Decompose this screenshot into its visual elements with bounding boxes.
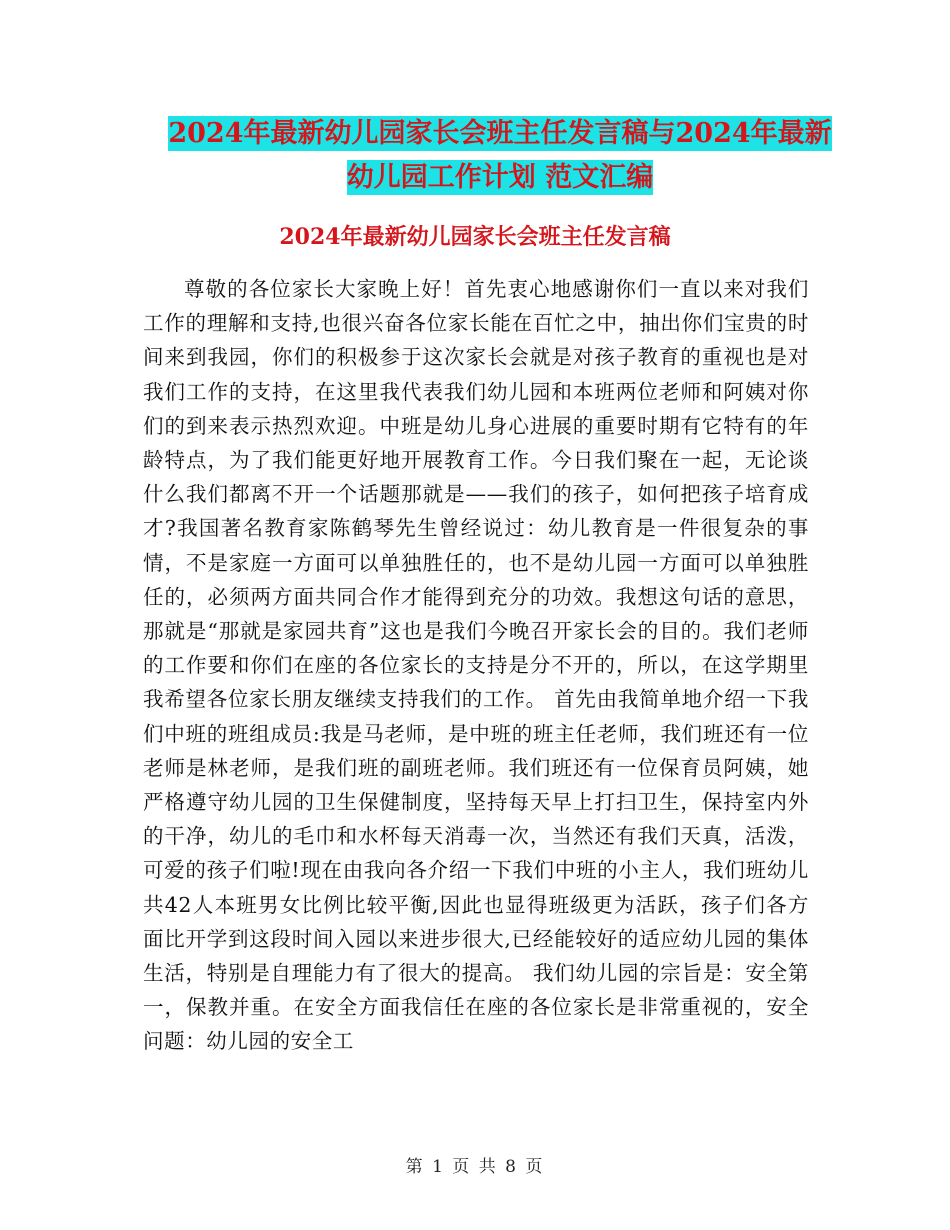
title-line-2: 幼儿园工作计划 范文汇编 — [346, 162, 654, 193]
page-footer: 第 1 页 共 8 页 — [405, 1157, 545, 1177]
title-line-1: 2024年最新幼儿园家长会班主任发言稿与2024年最新 — [168, 118, 832, 149]
body-paragraph: 尊敬的各位家长大家晚上好！首先衷心地感谢你们一直以来对我们工作的理解和支持,也很兴奋各位家长能在百忙之中，抽出你们宝贵的时间来到我园，你们的积极参于这次家长会就是对孩子教育的重视也是对我们工作的支持，在这里我代表我们幼儿园和本班两位老师和阿姨对你们的到来表示热烈欢迎。中班是幼儿身心进展的重要时期有它特有的年龄特点，为了我们能更好地开展教育工作。今日我们聚在一起，无论谈什么我们都离不开一个话题那就是——我们的孩子，如何把孩子培育成才?我国著名教育家陈鹤琴先生曾经说过：幼儿教育是一件很复杂的事情，不是家庭一方面可以单独胜任的，也不是幼儿园一方面可以单独胜任的，必须两方面共同合作才能得到充分的功效。我想这句话的意思，那就是“那就是家园共育”这也是我们今晚召开家长会的目的。我们老师的工作要和你们在座的各位家长的支持是分不开的，所以，在这学期里我希望各位家长朋友继续支持我们的工作。 首先由我简单地介绍一下我们中班的班组成员:我是马老师，是中班的班主任老师，我们班还有一位老师是林老师，是我们班的副班老师。我们班还有一位保育员阿姨，她严格遵守幼儿园的卫生保健制度，坚持每天早上打扫卫生，保持室内外的干净，幼儿的毛巾和水杯每天消毒一次，当然还有我们天真，活泼，可爱的孩子们啦!现在由我向各介绍一下我们中班的小主人，我们班幼儿共42人本班男女比例比较平衡,因此也显得班级更为活跃，孩子们各方面比开学到这段时间入园以来进步很大,已经能较好的适应幼儿园的集体生活，特别是自理能力有了很大的提高。 我们幼儿园的宗旨是：安全第一，保教并重。在安全方面我信任在座的各位家长是非常重视的，安全问题：幼儿园的安全工 — [143, 277, 809, 1054]
document-title — [150, 112, 850, 200]
section-title: 2024年最新幼儿园家长会班主任发言稿 — [279, 224, 671, 250]
